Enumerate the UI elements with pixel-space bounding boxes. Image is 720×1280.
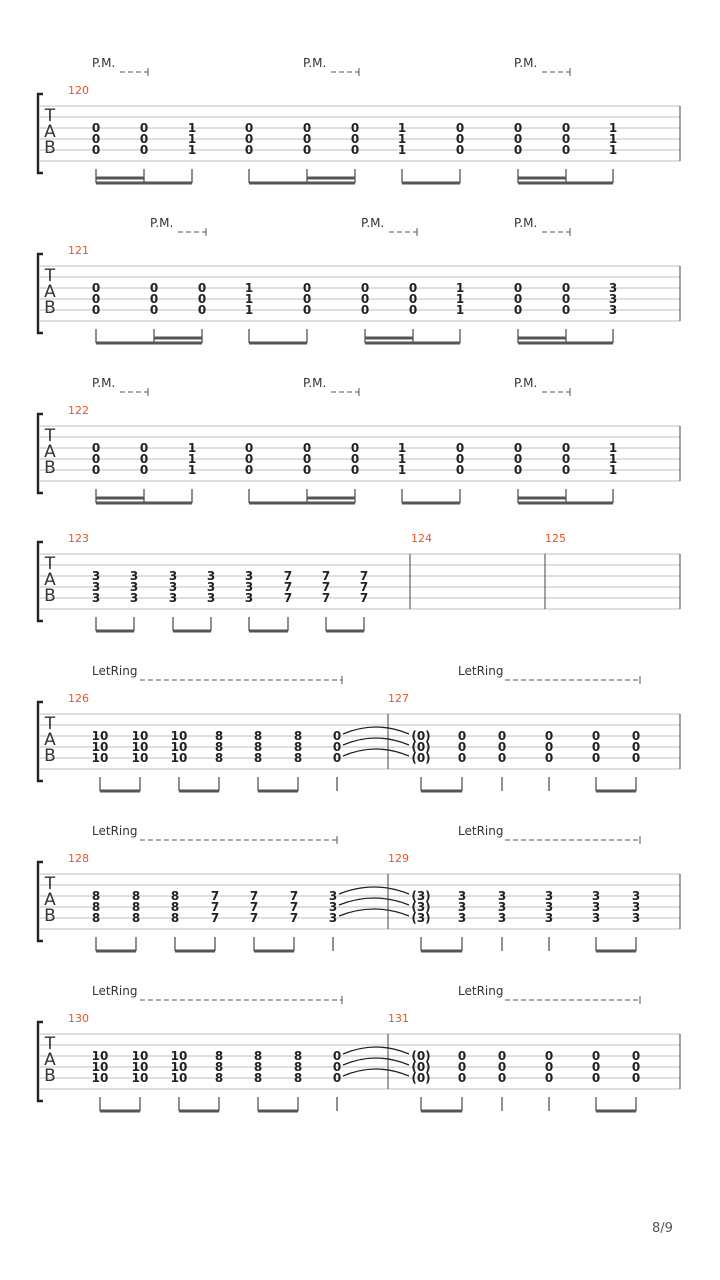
fret-number: 0 [332, 1071, 342, 1085]
fret-number: 0 [350, 143, 360, 157]
fret-number: 3 [544, 889, 554, 903]
fret-number: 0 [302, 281, 312, 295]
fret-number: 3 [631, 900, 641, 914]
fret-number: 0 [408, 303, 418, 317]
palm-mute-label: P.M. [303, 376, 327, 390]
fret-number: 1 [187, 132, 197, 146]
fret-number: 3 [591, 900, 601, 914]
fret-number: 10 [131, 751, 149, 765]
fret-number: 0 [455, 463, 465, 477]
fret-number: 0 [302, 303, 312, 317]
let-ring-label: LetRing [92, 984, 138, 998]
fret-number: 0 [455, 121, 465, 135]
fret-number: 1 [397, 121, 407, 135]
fret-number: 3 [129, 591, 139, 605]
fret-number: 1 [608, 143, 618, 157]
fret-number: 0 [631, 1049, 641, 1063]
fret-number: 1 [244, 303, 254, 317]
fret-number: 10 [170, 1049, 188, 1063]
fret-number: 8 [91, 911, 101, 925]
measure-number: 120 [68, 84, 89, 97]
fret-number: 0 [457, 729, 467, 743]
fret-number: 3 [168, 591, 178, 605]
fret-number: 0 [513, 281, 523, 295]
fret-number: 3 [328, 889, 338, 903]
fret-number: 0 [561, 281, 571, 295]
fret-number: 1 [187, 121, 197, 135]
measure-number: 127 [388, 692, 409, 705]
fret-number: 3 [497, 911, 507, 925]
fret-number: 3 [608, 303, 618, 317]
fret-number: (0) [411, 1071, 431, 1085]
fret-number: 1 [187, 143, 197, 157]
measure-number: 122 [68, 404, 89, 417]
fret-number: 0 [139, 121, 149, 135]
fret-number: 3 [328, 911, 338, 925]
measure-number: 131 [388, 1012, 409, 1025]
tab-clef-letter: A [44, 890, 56, 910]
fret-number: 0 [457, 1071, 467, 1085]
tab-clef-letter: A [44, 282, 56, 302]
fret-number: (0) [411, 1060, 431, 1074]
tie-arc [343, 1069, 409, 1076]
fret-number: 7 [249, 911, 259, 925]
fret-number: 10 [91, 1071, 109, 1085]
fret-number: 1 [244, 281, 254, 295]
fret-number: 0 [91, 463, 101, 477]
palm-mute-label: P.M. [514, 56, 538, 70]
tab-clef-letter: A [44, 442, 56, 462]
fret-number: 0 [408, 281, 418, 295]
tab-clef-letter: T [44, 1034, 56, 1054]
fret-number: 8 [214, 1071, 224, 1085]
fret-number: 3 [244, 591, 254, 605]
fret-number: 0 [302, 441, 312, 455]
fret-number: 3 [457, 889, 467, 903]
fret-number: 8 [253, 729, 263, 743]
fret-number: 0 [302, 143, 312, 157]
fret-number: 10 [91, 751, 109, 765]
tab-clef-letter: B [44, 906, 56, 926]
fret-number: 3 [206, 569, 216, 583]
fret-number: 0 [513, 121, 523, 135]
fret-number: 0 [544, 740, 554, 754]
palm-mute-label: P.M. [92, 376, 116, 390]
fret-number: 3 [168, 569, 178, 583]
fret-number: 0 [91, 281, 101, 295]
fret-number: 0 [91, 121, 101, 135]
fret-number: 10 [170, 751, 188, 765]
measure-number: 121 [68, 244, 89, 257]
fret-number: 8 [253, 1049, 263, 1063]
fret-number: 0 [332, 1049, 342, 1063]
fret-number: 0 [455, 452, 465, 466]
tie-arc [343, 738, 409, 745]
fret-number: 0 [591, 1071, 601, 1085]
palm-mute-label: P.M. [361, 216, 385, 230]
fret-number: 0 [591, 729, 601, 743]
fret-number: 0 [149, 292, 159, 306]
fret-number: 0 [497, 751, 507, 765]
palm-mute-label: P.M. [514, 376, 538, 390]
fret-number: 8 [91, 900, 101, 914]
fret-number: 0 [544, 1071, 554, 1085]
fret-number: 0 [91, 292, 101, 306]
fret-number: 1 [608, 132, 618, 146]
fret-number: 3 [631, 889, 641, 903]
fret-number: 8 [293, 740, 303, 754]
fret-number: 0 [513, 441, 523, 455]
fret-number: 0 [360, 292, 370, 306]
measure-number: 128 [68, 852, 89, 865]
fret-number: 8 [91, 889, 101, 903]
fret-number: 3 [168, 580, 178, 594]
measure-number: 123 [68, 532, 89, 545]
fret-number: 3 [608, 292, 618, 306]
fret-number: 0 [91, 441, 101, 455]
tab-clef-letter: B [44, 458, 56, 478]
fret-number: 7 [289, 900, 299, 914]
fret-number: 0 [244, 143, 254, 157]
fret-number: 7 [321, 569, 331, 583]
fret-number: 8 [253, 740, 263, 754]
fret-number: 8 [293, 1060, 303, 1074]
fret-number: 3 [591, 911, 601, 925]
fret-number: 8 [293, 751, 303, 765]
fret-number: 8 [170, 900, 180, 914]
fret-number: 7 [249, 889, 259, 903]
fret-number: 7 [283, 580, 293, 594]
fret-number: 10 [91, 1060, 109, 1074]
fret-number: 1 [608, 452, 618, 466]
fret-number: 0 [457, 751, 467, 765]
fret-number: 0 [332, 729, 342, 743]
tab-clef-letter: T [44, 266, 56, 286]
palm-mute-label: P.M. [150, 216, 174, 230]
fret-number: 0 [332, 740, 342, 754]
fret-number: 0 [455, 143, 465, 157]
palm-mute-label: P.M. [303, 56, 327, 70]
fret-number: 8 [131, 889, 141, 903]
fret-number: 3 [457, 900, 467, 914]
fret-number: 3 [497, 889, 507, 903]
fret-number: 10 [91, 729, 109, 743]
fret-number: 0 [497, 729, 507, 743]
fret-number: 10 [131, 1060, 149, 1074]
fret-number: 0 [350, 121, 360, 135]
fret-number: 8 [293, 1071, 303, 1085]
fret-number: 0 [360, 281, 370, 295]
fret-number: 3 [206, 580, 216, 594]
fret-number: 0 [244, 463, 254, 477]
let-ring-label: LetRing [92, 664, 138, 678]
fret-number: 0 [497, 1060, 507, 1074]
fret-number: 8 [253, 1071, 263, 1085]
fret-number: 0 [513, 143, 523, 157]
fret-number: 0 [244, 441, 254, 455]
fret-number: 0 [561, 143, 571, 157]
fret-number: 0 [149, 281, 159, 295]
fret-number: 0 [513, 303, 523, 317]
fret-number: 0 [149, 303, 159, 317]
fret-number: 1 [397, 143, 407, 157]
fret-number: 3 [591, 889, 601, 903]
fret-number: 0 [302, 452, 312, 466]
fret-number: 10 [170, 1071, 188, 1085]
fret-number: 7 [210, 889, 220, 903]
measure-number: 130 [68, 1012, 89, 1025]
fret-number: 0 [561, 132, 571, 146]
fret-number: 0 [544, 1060, 554, 1074]
fret-number: 0 [561, 452, 571, 466]
fret-number: 8 [131, 900, 141, 914]
tab-clef-letter: B [44, 298, 56, 318]
measure-number: 129 [388, 852, 409, 865]
fret-number: 0 [561, 303, 571, 317]
measure-number: 124 [411, 532, 432, 545]
fret-number: 0 [302, 121, 312, 135]
let-ring-label: LetRing [458, 824, 504, 838]
fret-number: 1 [244, 292, 254, 306]
fret-number: 0 [91, 452, 101, 466]
fret-number: (0) [411, 729, 431, 743]
tab-clef-letter: B [44, 1066, 56, 1086]
fret-number: 0 [244, 452, 254, 466]
fret-number: 0 [91, 143, 101, 157]
palm-mute-label: P.M. [514, 216, 538, 230]
fret-number: 0 [350, 132, 360, 146]
fret-number: 0 [561, 292, 571, 306]
fret-number: 8 [214, 751, 224, 765]
fret-number: 10 [170, 729, 188, 743]
fret-number: 1 [455, 292, 465, 306]
fret-number: (3) [411, 900, 431, 914]
fret-number: 10 [91, 740, 109, 754]
fret-number: 0 [631, 740, 641, 754]
fret-number: 0 [455, 441, 465, 455]
let-ring-label: LetRing [92, 824, 138, 838]
fret-number: 0 [139, 452, 149, 466]
fret-number: 8 [214, 1049, 224, 1063]
palm-mute-label: P.M. [92, 56, 116, 70]
tab-clef-letter: B [44, 746, 56, 766]
fret-number: 0 [561, 463, 571, 477]
fret-number: 1 [397, 452, 407, 466]
fret-number: 3 [91, 580, 101, 594]
fret-number: 8 [131, 911, 141, 925]
fret-number: (0) [411, 1049, 431, 1063]
fret-number: 0 [360, 303, 370, 317]
fret-number: 0 [561, 121, 571, 135]
fret-number: 8 [214, 740, 224, 754]
fret-number: 0 [631, 751, 641, 765]
tab-clef-letter: B [44, 586, 56, 606]
fret-number: 0 [497, 1049, 507, 1063]
fret-number: 3 [544, 911, 554, 925]
fret-number: 3 [328, 900, 338, 914]
fret-number: 0 [631, 729, 641, 743]
fret-number: 0 [591, 751, 601, 765]
fret-number: 10 [131, 1071, 149, 1085]
measure-number: 125 [545, 532, 566, 545]
fret-number: 10 [170, 1060, 188, 1074]
fret-number: 0 [497, 1071, 507, 1085]
fret-number: 1 [397, 132, 407, 146]
let-ring-label: LetRing [458, 984, 504, 998]
fret-number: 0 [91, 132, 101, 146]
fret-number: 0 [197, 303, 207, 317]
fret-number: 7 [359, 591, 369, 605]
fret-number: 7 [210, 900, 220, 914]
fret-number: 3 [497, 900, 507, 914]
fret-number: 0 [457, 740, 467, 754]
fret-number: 0 [350, 452, 360, 466]
fret-number: 0 [302, 132, 312, 146]
fret-number: 10 [131, 729, 149, 743]
fret-number: 7 [283, 591, 293, 605]
fret-number: 1 [187, 441, 197, 455]
fret-number: 3 [91, 569, 101, 583]
fret-number: 8 [214, 729, 224, 743]
fret-number: 0 [197, 281, 207, 295]
tie-arc [339, 909, 409, 916]
fret-number: 1 [397, 463, 407, 477]
fret-number: 0 [544, 729, 554, 743]
fret-number: 7 [283, 569, 293, 583]
fret-number: 0 [455, 132, 465, 146]
fret-number: 0 [350, 441, 360, 455]
fret-number: (3) [411, 889, 431, 903]
fret-number: 1 [455, 281, 465, 295]
fret-number: 0 [591, 740, 601, 754]
fret-number: 8 [253, 751, 263, 765]
fret-number: 0 [591, 1049, 601, 1063]
fret-number: 0 [631, 1060, 641, 1074]
fret-number: 8 [214, 1060, 224, 1074]
tab-clef-letter: T [44, 874, 56, 894]
fret-number: 0 [457, 1049, 467, 1063]
fret-number: 3 [91, 591, 101, 605]
fret-number: 0 [139, 441, 149, 455]
fret-number: 3 [544, 900, 554, 914]
fret-number: 3 [129, 580, 139, 594]
fret-number: 0 [244, 121, 254, 135]
fret-number: 3 [608, 281, 618, 295]
fret-number: 0 [497, 740, 507, 754]
fret-number: 0 [513, 132, 523, 146]
fret-number: 3 [244, 569, 254, 583]
tab-clef-letter: A [44, 570, 56, 590]
fret-number: 3 [129, 569, 139, 583]
measure-number: 126 [68, 692, 89, 705]
tab-clef-letter: T [44, 714, 56, 734]
tie-arc [339, 887, 409, 894]
fret-number: 0 [513, 452, 523, 466]
fret-number: 0 [350, 463, 360, 477]
fret-number: 0 [591, 1060, 601, 1074]
fret-number: 8 [170, 889, 180, 903]
tab-clef-letter: T [44, 426, 56, 446]
fret-number: 1 [187, 452, 197, 466]
fret-number: 7 [289, 889, 299, 903]
fret-number: 0 [197, 292, 207, 306]
fret-number: 7 [249, 900, 259, 914]
fret-number: 7 [289, 911, 299, 925]
fret-number: 1 [608, 441, 618, 455]
fret-number: 1 [608, 463, 618, 477]
fret-number: (0) [411, 751, 431, 765]
fret-number: 3 [206, 591, 216, 605]
tie-arc [343, 1058, 409, 1065]
fret-number: 1 [608, 121, 618, 135]
fret-number: 0 [91, 303, 101, 317]
tie-arc [343, 1047, 409, 1054]
fret-number: 3 [457, 911, 467, 925]
tab-clef-letter: B [44, 138, 56, 158]
fret-number: 7 [359, 580, 369, 594]
fret-number: 0 [544, 751, 554, 765]
fret-number: 10 [170, 740, 188, 754]
tie-arc [343, 727, 409, 734]
fret-number: 1 [455, 303, 465, 317]
tab-clef-letter: T [44, 554, 56, 574]
fret-number: 7 [210, 911, 220, 925]
fret-number: 0 [139, 132, 149, 146]
fret-number: 0 [332, 751, 342, 765]
fret-number: 0 [457, 1060, 467, 1074]
tab-clef-letter: A [44, 1050, 56, 1070]
fret-number: 0 [513, 463, 523, 477]
fret-number: 0 [332, 1060, 342, 1074]
fret-number: 1 [187, 463, 197, 477]
fret-number: 0 [544, 1049, 554, 1063]
fret-number: 0 [302, 292, 312, 306]
fret-number: 0 [631, 1071, 641, 1085]
fret-number: 7 [321, 591, 331, 605]
fret-number: 10 [91, 1049, 109, 1063]
let-ring-label: LetRing [458, 664, 504, 678]
fret-number: 7 [321, 580, 331, 594]
fret-number: 1 [397, 441, 407, 455]
tab-clef-letter: A [44, 730, 56, 750]
fret-number: 7 [359, 569, 369, 583]
fret-number: 0 [244, 132, 254, 146]
fret-number: 8 [170, 911, 180, 925]
page-number: 8/9 [652, 1221, 673, 1236]
fret-number: (0) [411, 740, 431, 754]
fret-number: 8 [253, 1060, 263, 1074]
fret-number: 0 [408, 292, 418, 306]
fret-number: 3 [631, 911, 641, 925]
fret-number: 0 [139, 143, 149, 157]
fret-number: 0 [302, 463, 312, 477]
fret-number: 10 [131, 1049, 149, 1063]
fret-number: 10 [131, 740, 149, 754]
fret-number: 8 [293, 729, 303, 743]
fret-number: 0 [139, 463, 149, 477]
fret-number: 3 [244, 580, 254, 594]
fret-number: (3) [411, 911, 431, 925]
fret-number: 0 [513, 292, 523, 306]
fret-number: 0 [561, 441, 571, 455]
tab-clef-letter: T [44, 106, 56, 126]
tab-clef-letter: A [44, 122, 56, 142]
tie-arc [343, 749, 409, 756]
fret-number: 8 [293, 1049, 303, 1063]
tie-arc [339, 898, 409, 905]
